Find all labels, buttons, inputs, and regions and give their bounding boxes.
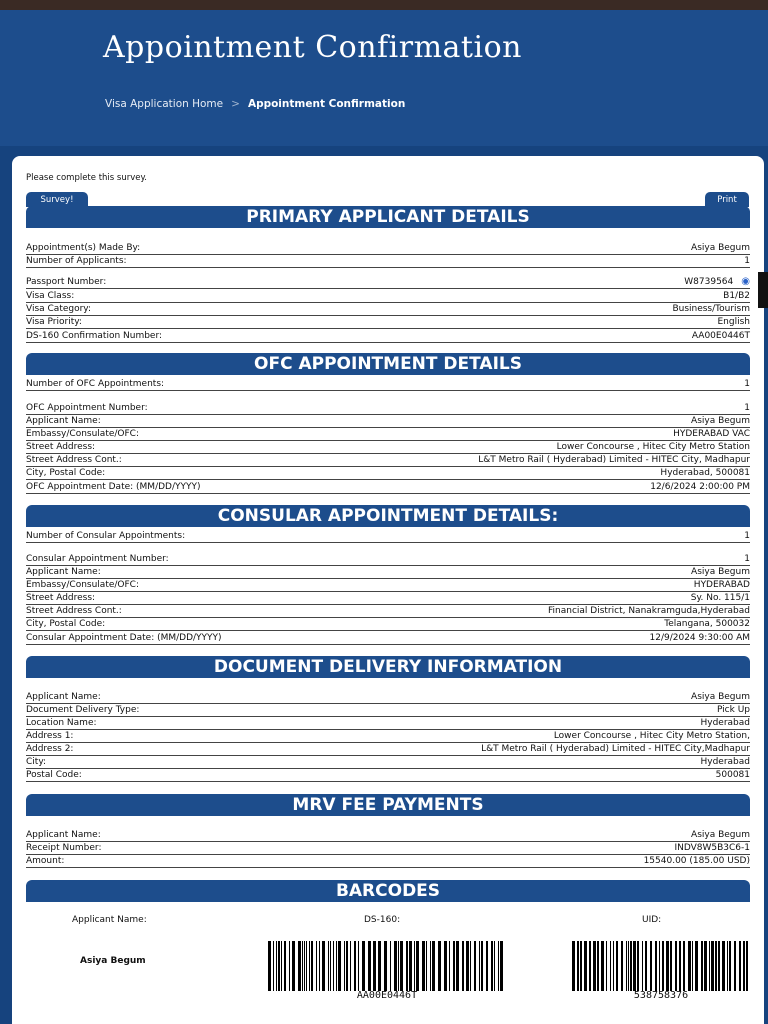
detail-row: [26, 717, 750, 730]
detail-row: [26, 855, 750, 868]
detail-row: [26, 690, 750, 704]
row-label: Street Address Cont.:: [26, 455, 122, 465]
row-value: Hyderabad: [700, 718, 750, 728]
detail-row: [26, 454, 750, 467]
row-value: Financial District, Nanakramguda,Hyderabad: [548, 606, 750, 616]
ds160-barcode-text: AA00E0446T: [356, 990, 418, 1001]
detail-row: [26, 631, 750, 645]
row-value: HYDERABAD: [693, 580, 750, 590]
row-label: Number of Consular Appointments:: [26, 531, 186, 541]
row-value: 1: [744, 403, 750, 413]
section-header-barcodes: BARCODES: [26, 880, 750, 902]
detail-row: [26, 467, 750, 480]
detail-row: [26, 480, 750, 494]
row-value: 1: [744, 554, 750, 564]
breadcrumb-separator: >: [231, 98, 240, 110]
row-value: HYDERABAD VAC: [673, 429, 750, 439]
row-value: Business/Tourism: [672, 304, 750, 314]
detail-row: [26, 428, 750, 441]
row-value: Asiya Begum: [691, 243, 750, 253]
row-value: 15540.00 (185.00 USD): [643, 856, 750, 866]
row-label: City, Postal Code:: [26, 468, 106, 478]
row-label: DS-160 Confirmation Number:: [26, 331, 163, 341]
detail-row: [26, 592, 750, 605]
detail-row: [26, 441, 750, 454]
row-label: Street Address:: [26, 442, 96, 452]
ds160-barcode-image: [268, 940, 506, 992]
row-value: Asiya Begum: [691, 692, 750, 702]
row-value: Telangana, 500032: [664, 619, 750, 629]
row-value: Asiya Begum: [691, 830, 750, 840]
row-label: Embassy/Consulate/OFC:: [26, 580, 139, 590]
eye-icon[interactable]: ◉: [741, 276, 750, 287]
row-label: OFC Appointment Number:: [26, 403, 148, 413]
detail-row: [26, 255, 750, 268]
row-label: Visa Category:: [26, 304, 92, 314]
detail-row: [26, 605, 750, 618]
barcode-label-uid: UID:: [642, 915, 662, 925]
detail-row: [26, 756, 750, 769]
survey-button[interactable]: Survey!: [26, 192, 88, 207]
row-label: Number of Applicants:: [26, 256, 127, 266]
section-header-primary: PRIMARY APPLICANT DETAILS: [26, 206, 750, 228]
detail-row: [26, 303, 750, 316]
row-label: Applicant Name:: [26, 416, 101, 426]
row-value: 1: [744, 531, 750, 541]
row-label: Embassy/Consulate/OFC:: [26, 429, 139, 439]
detail-row: [26, 241, 750, 255]
breadcrumb-current: Appointment Confirmation: [247, 98, 406, 110]
row-value: Asiya Begum: [691, 416, 750, 426]
section-header-ofc: OFC APPOINTMENT DETAILS: [26, 353, 750, 375]
row-label: Number of OFC Appointments:: [26, 379, 165, 389]
row-label: Street Address Cont.:: [26, 606, 122, 616]
row-value: Hyderabad: [700, 757, 750, 767]
row-value: Lower Concourse , Hitec City Metro Station: [556, 442, 750, 452]
row-label: Applicant Name:: [26, 692, 101, 702]
detail-row: [26, 828, 750, 842]
row-label: Amount:: [26, 856, 65, 866]
row-label: Location Name:: [26, 718, 97, 728]
row-value: B1/B2: [723, 291, 750, 301]
passport-number: W8739564: [684, 277, 734, 287]
row-label: Visa Priority:: [26, 317, 82, 327]
row-value: 12/9/2024 9:30:00 AM: [649, 633, 750, 643]
detail-row: [26, 289, 750, 303]
detail-row: [26, 543, 750, 566]
section-header-delivery: DOCUMENT DELIVERY INFORMATION: [26, 656, 750, 678]
row-label: OFC Appointment Date: (MM/DD/YYYY): [26, 482, 201, 492]
row-label: Street Address:: [26, 593, 96, 603]
row-label: Consular Appointment Number:: [26, 554, 169, 564]
row-value: 500081: [715, 770, 750, 780]
row-label: Visa Class:: [26, 291, 75, 301]
row-value: Hyderabad, 500081: [660, 468, 750, 478]
section-header-mrv: MRV FEE PAYMENTS: [26, 794, 750, 816]
uid-barcode-image: [572, 940, 750, 992]
row-value: L&T Metro Rail ( Hyderabad) Limited - HITEC City, Madhapur: [478, 455, 750, 465]
row-value: AA00E0446T: [691, 331, 750, 341]
detail-row: [26, 566, 750, 579]
detail-row: [26, 329, 750, 343]
row-label: Document Delivery Type:: [26, 705, 140, 715]
detail-row: [26, 769, 750, 782]
row-label: Address 2:: [26, 744, 74, 754]
row-value: 12/6/2024 2:00:00 PM: [650, 482, 750, 492]
barcode-applicant-name: Asiya Begum: [80, 956, 146, 966]
detail-row: [26, 842, 750, 855]
detail-row: [26, 316, 750, 329]
page-title: Appointment Confirmation: [103, 30, 522, 65]
row-label: Receipt Number:: [26, 843, 102, 853]
row-label: Address 1:: [26, 731, 74, 741]
detail-row: [26, 730, 750, 743]
row-value: English: [717, 317, 750, 327]
row-value: Asiya Begum: [691, 567, 750, 577]
barcode-label-applicant: Applicant Name:: [72, 915, 147, 925]
detail-row: [26, 415, 750, 428]
barcode-label-ds160: DS-160:: [364, 915, 401, 925]
row-value: L&T Metro Rail ( Hyderabad) Limited - HITEC City,Madhapur: [481, 744, 750, 754]
uid-barcode-text: 538758376: [633, 990, 689, 1001]
row-value: Sy. No. 115/1: [690, 593, 750, 603]
row-label: Appointment(s) Made By:: [26, 243, 141, 253]
row-label: Postal Code:: [26, 770, 82, 780]
detail-row: [26, 376, 750, 391]
row-label: City:: [26, 757, 47, 767]
row-label: City, Postal Code:: [26, 619, 106, 629]
survey-prompt: Please complete this survey.: [26, 173, 147, 183]
detail-row: [26, 268, 750, 289]
side-tab[interactable]: [758, 272, 768, 308]
detail-row: [26, 391, 750, 415]
row-value: Lower Concourse , Hitec City Metro Station,: [553, 731, 750, 741]
row-value: INDV8W5B3C6-1: [674, 843, 750, 853]
detail-row: [26, 618, 750, 631]
row-label: Applicant Name:: [26, 567, 101, 577]
row-label: Consular Appointment Date: (MM/DD/YYYY): [26, 633, 222, 643]
row-value: 1: [744, 379, 750, 389]
top-bar: [0, 0, 768, 10]
section-header-consular: CONSULAR APPOINTMENT DETAILS:: [26, 505, 750, 527]
detail-row: [26, 528, 750, 543]
detail-row: [26, 743, 750, 756]
row-value: 1: [744, 256, 750, 266]
breadcrumb: [105, 98, 405, 110]
print-button[interactable]: Print: [705, 192, 749, 207]
breadcrumb-home-link[interactable]: Visa Application Home: [105, 98, 224, 110]
page-header: [0, 10, 768, 146]
detail-row: [26, 579, 750, 592]
row-label: Passport Number:: [26, 277, 107, 287]
row-value: Pick Up: [716, 705, 750, 715]
row-label: Applicant Name:: [26, 830, 101, 840]
detail-row: [26, 704, 750, 717]
